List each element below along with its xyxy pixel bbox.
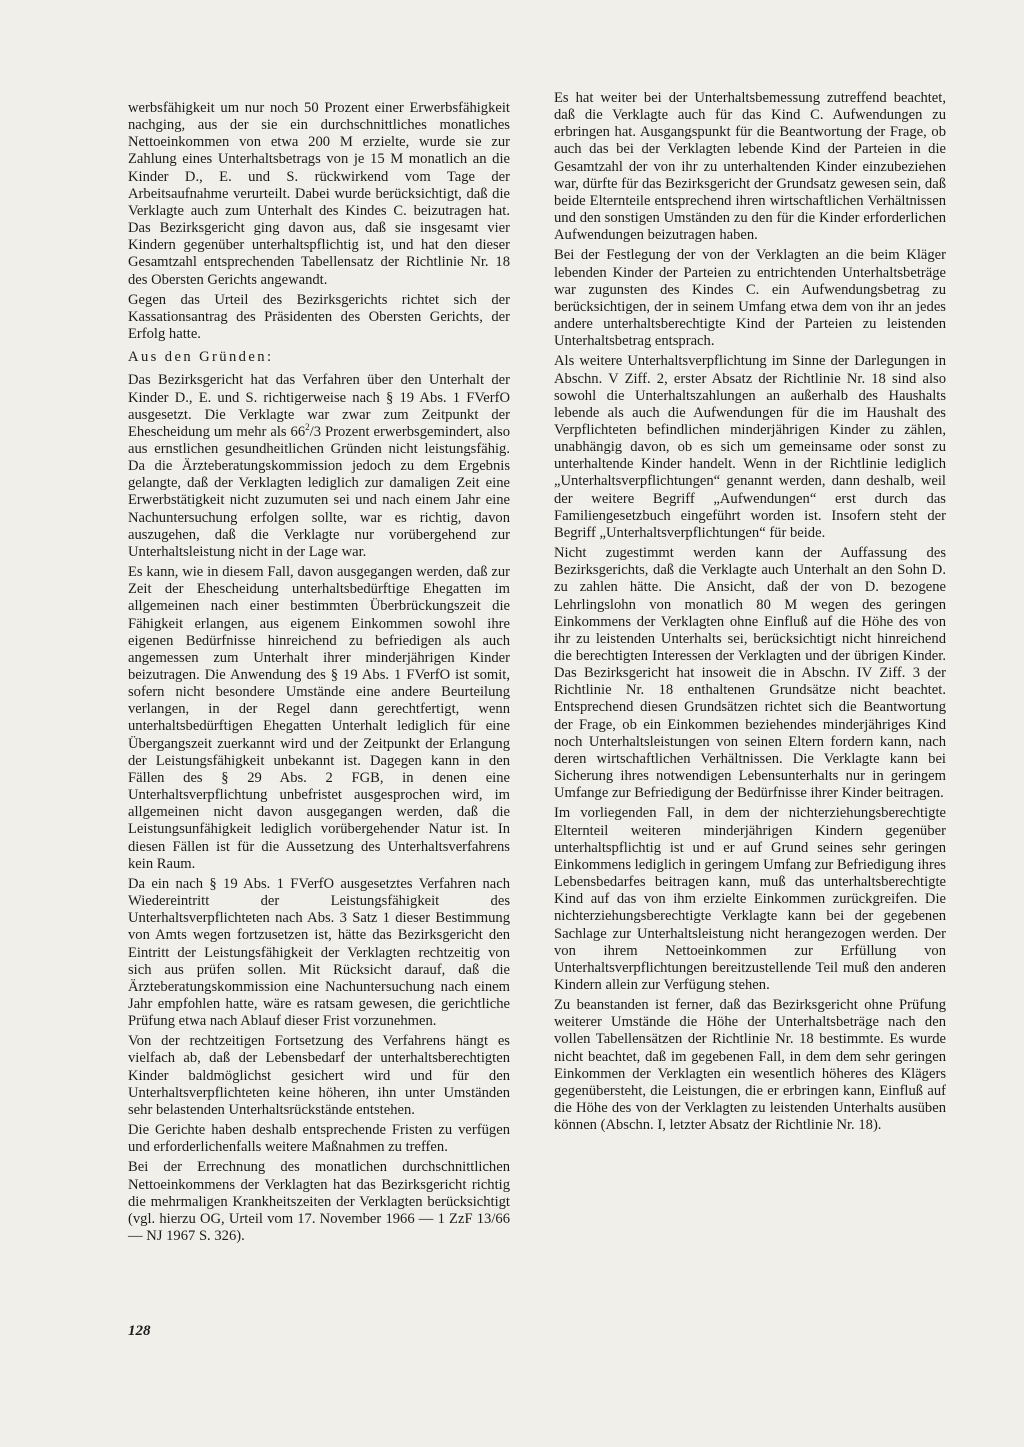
paragraph-text-end: Prozent erwerbsgemindert, also aus ernstlichen gesundheitlichen Gründen nicht leistungsfähig. Da die Ärzteberatungskommission jedoch zu dem Ergebnis gelangte, daß der Verklagten lediglich zur damaligen Zeit eine Erwerbstätigkeit nicht zuzumuten sei und nach einem Jahr eine Nachuntersuchung erfolgen sollte, war es richtig, davon auszugehen, daß die Verklagte nur vorübergehend zur Unterhaltsleistung nicht in der Lage war.: [128, 423, 510, 560]
fraction-denominator: 3: [313, 423, 322, 440]
right-column: [554, 90, 946, 1137]
paragraph: Gegen das Urteil des Bezirksgerichts richtet sich der Kassationsantrag des Präsidenten des Obersten Gerichts, der Erfolg hatte.: [128, 291, 510, 343]
section-heading: Aus den Gründen:: [128, 349, 274, 366]
paragraph: Da ein nach § 19 Abs. 1 FVerfO ausgesetztes Verfahren nach Wiedereintritt der Leistungsfähigkeit des Unterhaltsverpflichteten nach Abs. 3 Satz 1 dieser Bestimmung von Amts wegen fortzusetzen ist, hätte das Bezirksgericht den Eintritt der Leistungsfähigkeit der Verklagten rechtzeitig von sich aus prüfen sollen. Mit Rücksicht darauf, daß die Ärzteberatungskommission eine Nachuntersuchung nach einem Jahr empfohlen hatte, wäre es ratsam gewesen, die gerichtliche Prüfung etwa nach Ablauf dieser Frist vorzunehmen.: [128, 875, 510, 1030]
paragraph: [128, 372, 510, 561]
fraction-numerator: 2: [305, 421, 310, 432]
paragraph: Als weitere Unterhaltsverpflichtung im Sinne der Darlegungen in Abschn. V Ziff. 2, erster Absatz der Richtlinie Nr. 18 sind also sowohl die Unterhaltszahlungen an außerhalb des Haushalts lebende als auch die Aufwendungen für die im Haushalt des Verpflichteten befindlichen minderjährigen Kinder zu zählen, unabhängig davon, ob es sich um gemeinsame oder sonst zu unterhaltende Kinder handelt. Wenn in der Richtlinie lediglich „Unterhaltsverpflichtungen“ genannt werden, dann deshalb, weil der weitere Begriff „Aufwendungen“ erst durch das Familiengesetzbuch eingeführt worden ist. Insofern steht der Begriff „Unterhaltsverpflichtungen“ für beide.: [554, 353, 946, 541]
paragraph: Bei der Errechnung des monatlichen durchschnittlichen Nettoeinkommens der Verklagten hat das Bezirksgericht richtig die mehrmaligen Krankheitszeiten der Verklagten berücksichtigt (vgl. hierzu OG, Urteil vom 17. November 1966 — 1 ZzF 13/66 — NJ 1967 S. 326).: [128, 1159, 510, 1244]
fraction-slash: /: [309, 423, 314, 440]
paragraph: Die Gerichte haben deshalb entsprechende Fristen zu verfügen und erforderlichenfalls weitere Maßnahmen zu treffen.: [128, 1122, 510, 1156]
paragraph: Es hat weiter bei der Unterhaltsbemessung zutreffend beachtet, daß die Verklagte auch für das Kind C. Aufwendungen zu erbringen hat. Ausgangspunkt für die Beantwortung der Frage, ob auch das bei der Verklagten lebende Kind der Parteien in die Gesamtzahl der von ihr zu unterhaltenden Kinder einzubeziehen war, dürfte für das Bezirksgericht der Grundsatz gewesen sein, daß beide Elternteile entsprechend ihren wirtschaftlichen Verhältnissen und den sonstigen Umständen zu den für die Kinder erforderlichen Aufwendungen beizutragen haben.: [554, 90, 946, 244]
paragraph: Von der rechtzeitigen Fortsetzung des Verfahrens hängt es vielfach ab, daß der Lebensbedarf der unterhaltsberechtigten Kinder baldmöglichst gesichert wird und für den Unterhaltsverpflichteten keine höheren, ihn unter Umständen sehr belastenden Unterhaltsrückstände entstehen.: [128, 1033, 510, 1118]
paragraph: Bei der Festlegung der von der Verklagten an die beim Kläger lebenden Kinder der Parteien zu entrichtenden Unterhaltsbeträge war zugunsten des Kindes C. ein Aufwendungsbetrag zu berücksichtigen, der in seinem Umfang etwa dem von ihr an jedes andere unterhaltsberechtigte Kind der Parteien zu leistenden Unterhaltsbetrag entsprach.: [554, 247, 946, 350]
page-number: 128: [128, 1323, 151, 1339]
paragraph: Im vorliegenden Fall, in dem der nichterziehungsberechtigte Elternteil weiteren minderjährigen Kindern gegenüber unterhaltspflichtig ist und er auf Grund seines sehr geringen Einkommens lediglich in geringem Umfang zur Befriedigung ihres Lebensbedarfes beitragen kann, muß das unterhaltsberechtigte Kind auf das von ihm erzielte Einkommen zurückgreifen. Die nichterziehungsberechtigte Verklagte kann bei der gegebenen Sachlage zur Unterhaltsleistung nicht herangezogen werden. Der von ihrem Nettoeinkommen zur Erfüllung von Unterhaltsverpflichtungen bereitzustellende Teil muß den anderen Kindern allein zur Verfügung stehen.: [554, 805, 946, 993]
paragraph: Nicht zugestimmt werden kann der Auffassung des Bezirksgerichts, daß die Verklagte auch Unterhalt an den Sohn D. zu zahlen hätte. Die Ansicht, daß der von D. bezogene Lehrlingslohn von monatlich 80 M wegen des geringen Einkommens der Verklagten ohne Einfluß auf die Höhe des von ihr zu leistenden Unterhalts sei, berücksichtigt nicht hinreichend die berechtigten Interessen der Verklagten und der übrigen Kinder. Das Bezirksgericht hat insoweit die in Abschn. IV Ziff. 3 der Richtlinie Nr. 18 enthaltenen Grundsätze nicht beachtet. Entsprechend diesen Grundsätzen richtet sich die Beantwortung der Frage, ob ein Einkommen beziehendes minderjähriges Kind noch Unterhaltsleistungen von seinen Eltern fordern kann, nach deren wirtschaftlichen Verhältnissen. Die Verklagte kann bei Sicherung ihres notwendigen Lebensunterhalts nur in geringem Umfange zur Befriedigung der Bedürfnisse ihrer Kinder beitragen.: [554, 545, 946, 802]
paragraph: werbsfähigkeit um nur noch 50 Prozent einer Erwerbsfähigkeit nachging, aus der sie ein durchschnittliches monatliches Nettoeinkommen von etwa 200 M erzielte, wurde sie zur Zahlung eines Unterhaltsbetrags von je 15 M monatlich an die Kinder D., E. und S. rückwirkend vom Tage der Arbeitsaufnahme verurteilt. Dabei wurde berücksichtigt, daß die Verklagte auch zum Unterhalt des Kindes C. beizutragen hat. Das Bezirksgericht ging davon aus, daß sie insgesamt vier Kindern gegenüber unterhaltspflichtig ist, und hat den dieser Gesamtzahl entsprechenden Tabellensatz der Richtlinie Nr. 18 des Obersten Gerichts angewandt.: [128, 100, 510, 288]
paragraph-text-start: Das Bezirksgericht hat das Verfahren über den Unterhalt der Kinder D., E. und S. richtigerweise nach § 19 Abs. 1 FVerfO ausgesetzt. Die Verklagte war zwar zum Zeitpunkt der Ehescheidung um mehr als 66: [128, 372, 510, 440]
paragraph: Zu beanstanden ist ferner, daß das Bezirksgericht ohne Prüfung weiterer Umstände die Höhe der Unterhaltsbeträge nach den vollen Tabellensätzen der Richtlinie Nr. 18 bestimmte. Es wurde nicht beachtet, daß im gegebenen Fall, in dem dem sehr geringen Einkommen der Verklagten ein wesentlich höheres des Klägers gegenübersteht, die Leistungen, die er erbringen kann, Einfluß auf die Höhe des von der Verklagten zu leistenden Unterhalts ausüben können (Abschn. I, letzter Absatz der Richtlinie Nr. 18).: [554, 997, 946, 1134]
paragraph: Es kann, wie in diesem Fall, davon ausgegangen werden, daß zur Zeit der Ehescheidung unterhaltsbedürftige Ehegatten im allgemeinen nach einer bestimmten Überbrückungszeit die Fähigkeit erlangen, aus eigenem Einkommen sowohl ihre eigenen Bedürfnisse hinreichend zu befriedigen als auch angemessen zum Unterhalt ihrer minderjährigen Kinder beizutragen. Die Anwendung des § 19 Abs. 1 FVerfO ist somit, sofern nicht besondere Umstände eine andere Beurteilung verlangen, in der Regel dann gerechtfertigt, wenn unterhaltsbedürftigen Ehegatten Unterhalt lediglich für eine Übergangszeit zuerkannt wird und der Zeitpunkt der Erlangung der Leistungsfähigkeit unbekannt ist. Dagegen kann in den Fällen des § 29 Abs. 2 FGB, in denen eine Unterhaltsverpflichtung unbefristet ausgesprochen wird, im allgemeinen nicht davon ausgegangen werden, daß die Leistungsunfähigkeit lediglich vorübergehender Natur ist. In diesen Fällen ist für die Aussetzung des Unterhaltsverfahrens kein Raum.: [128, 564, 510, 872]
left-column: [128, 100, 510, 1248]
